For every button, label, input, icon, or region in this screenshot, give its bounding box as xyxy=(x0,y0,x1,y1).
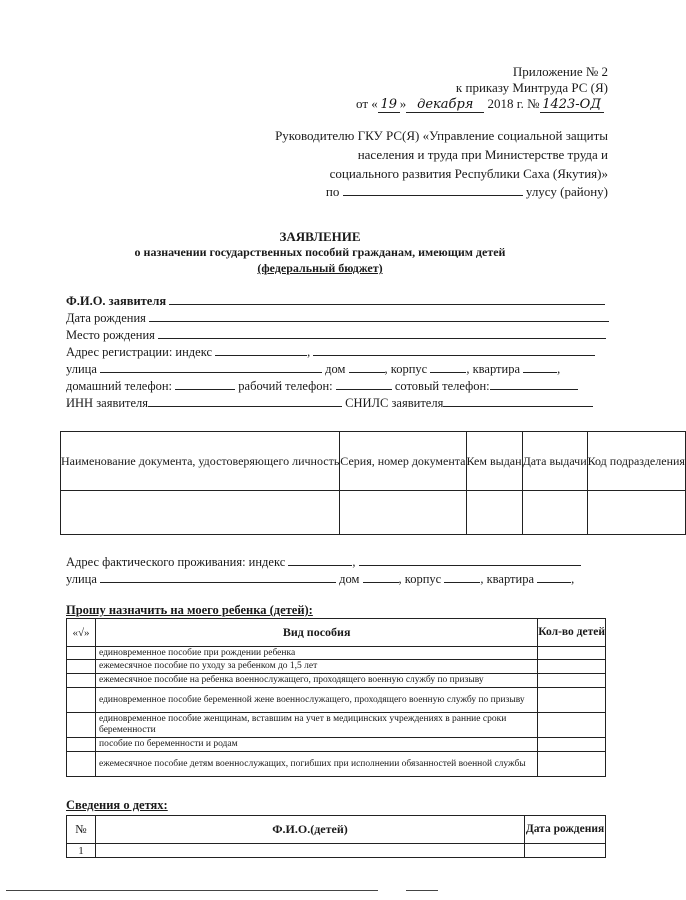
fio-label: Ф.И.О. заявителя xyxy=(66,294,167,308)
benefit-count[interactable] xyxy=(538,738,606,752)
identity-table-row xyxy=(61,491,686,535)
snils-label: СНИЛС заявителя xyxy=(345,396,444,410)
benefit-count[interactable] xyxy=(538,674,606,688)
home-phone-label: домашний телефон: xyxy=(66,379,173,393)
house-label: дом xyxy=(325,362,346,376)
addressee-line-1: Руководителю ГКУ РС(Я) «Управление социальной защиты xyxy=(275,128,608,143)
benefit-count[interactable] xyxy=(538,713,606,738)
reg-address-label: Адрес регистрации: индекс xyxy=(66,345,213,359)
reg-index-field[interactable] xyxy=(215,344,307,356)
benefit-row xyxy=(67,688,606,713)
bottom-rule-short xyxy=(406,890,438,891)
benefit-label: ежемесячное пособие на ребенка военнослужащего, проходящего военную службу по призыву xyxy=(96,674,538,688)
benefit-label: единовременное пособие женщинам, вставшим на учет в медицинских учреждениях в ранние сроки беременности xyxy=(96,713,538,738)
col-number: № xyxy=(67,816,96,844)
child-fio-cell[interactable] xyxy=(96,844,525,858)
benefit-row xyxy=(67,660,606,674)
benefit-checkbox[interactable] xyxy=(67,660,96,674)
date-day-handwritten: 19 xyxy=(378,97,400,113)
actual-index-field[interactable] xyxy=(288,554,352,566)
birth-place-row xyxy=(66,327,606,344)
children-heading: Сведения о детях: xyxy=(66,798,168,812)
street-field[interactable] xyxy=(100,361,322,373)
actual-street-field[interactable] xyxy=(100,571,336,583)
child-birth-date-cell[interactable] xyxy=(525,844,606,858)
benefit-row xyxy=(67,738,606,752)
doc-number-cell[interactable] xyxy=(340,491,466,535)
addressee-line-2: населения и труда при Министерстве труда и xyxy=(357,147,608,162)
children-table xyxy=(66,815,606,858)
actual-house-label: дом xyxy=(339,572,360,586)
benefit-label: пособие по беременности и родам xyxy=(96,738,538,752)
actual-apartment-field[interactable] xyxy=(537,571,571,583)
birth-date-field[interactable] xyxy=(149,310,609,322)
benefit-checkbox[interactable] xyxy=(67,674,96,688)
mobile-phone-field[interactable] xyxy=(490,378,578,390)
building-label: , корпус xyxy=(384,362,428,376)
benefits-table-header xyxy=(67,619,606,647)
snils-field[interactable] xyxy=(443,395,593,407)
fio-field[interactable] xyxy=(169,293,605,305)
col-issue-date: Дата выдачи xyxy=(522,432,587,491)
benefit-label: ежемесячное пособие детям военнослужащих, погибших при исполнении обязанностей военной службы xyxy=(96,752,538,777)
actual-building-label: , корпус xyxy=(398,572,442,586)
issue-date-cell[interactable] xyxy=(522,491,587,535)
actual-house-field[interactable] xyxy=(363,571,399,583)
benefit-count[interactable] xyxy=(538,752,606,777)
apartment-label: , квартира xyxy=(466,362,521,376)
order-date: от « 19 » декабря 2018 г. № 1423-ОД xyxy=(356,96,604,113)
building-field[interactable] xyxy=(430,361,466,373)
inn-label: ИНН заявителя xyxy=(66,396,149,410)
benefit-row xyxy=(67,752,606,777)
benefit-row xyxy=(67,674,606,688)
reg-address-row: Адрес регистрации: индекс , xyxy=(66,344,595,361)
actual-address-field[interactable] xyxy=(359,554,581,566)
benefit-count[interactable] xyxy=(538,660,606,674)
benefit-row xyxy=(67,713,606,738)
children-row xyxy=(67,844,606,858)
actual-street-row: улица дом , корпус , квартира , xyxy=(66,572,575,586)
actual-building-field[interactable] xyxy=(444,571,480,583)
district-field[interactable] xyxy=(343,184,523,196)
benefit-checkbox[interactable] xyxy=(67,688,96,713)
doc-name-cell[interactable] xyxy=(61,491,340,535)
house-field[interactable] xyxy=(349,361,385,373)
birth-place-label: Место рождения xyxy=(66,328,155,342)
inn-field[interactable] xyxy=(148,395,342,407)
col-issued-by: Кем выдан xyxy=(466,432,522,491)
work-phone-field[interactable] xyxy=(336,378,392,390)
benefit-checkbox[interactable] xyxy=(67,752,96,777)
col-check: «√» xyxy=(67,619,96,647)
benefit-label: единовременное пособие беременной жене военнослужащего, проходящего военную службу по призыву xyxy=(96,688,538,713)
appendix-label: Приложение № 2 xyxy=(512,64,608,79)
benefit-count[interactable] xyxy=(538,688,606,713)
col-child-fio: Ф.И.О.(детей) xyxy=(96,816,525,844)
benefits-table xyxy=(66,618,606,777)
street-label: улица xyxy=(66,362,97,376)
birth-date-label: Дата рождения xyxy=(66,311,146,325)
fio-row xyxy=(66,293,605,310)
addressee-line-3: социального развития Республики Саха (Якутия)» xyxy=(329,166,608,181)
issued-by-cell[interactable] xyxy=(466,491,522,535)
actual-street-label: улица xyxy=(66,572,97,586)
col-doc-name: Наименование документа, удостоверяющего личность xyxy=(61,432,340,491)
identity-document-table xyxy=(60,431,686,535)
dept-code-cell[interactable] xyxy=(587,491,685,535)
actual-address-label: Адрес фактического проживания: индекс xyxy=(66,555,286,569)
document-subtitle-budget: (федеральный бюджет) xyxy=(257,261,383,275)
benefits-heading: Прошу назначить на моего ребенка (детей): xyxy=(66,603,313,617)
col-doc-number: Серия, номер документа xyxy=(340,432,466,491)
apartment-field[interactable] xyxy=(523,361,557,373)
identity-table-header xyxy=(61,432,686,491)
benefit-label: единовременное пособие при рождении ребенка xyxy=(96,647,538,660)
mobile-phone-label: сотовый телефон: xyxy=(394,379,490,393)
reg-street-row: улица дом , корпус , квартира , xyxy=(66,362,561,376)
reg-address-field[interactable] xyxy=(313,344,595,356)
inn-snils-row xyxy=(66,395,593,412)
col-benefit-type: Вид пособия xyxy=(96,619,538,647)
children-table-header xyxy=(67,816,606,844)
work-phone-label: рабочий телефон: xyxy=(238,379,333,393)
benefit-checkbox[interactable] xyxy=(67,713,96,738)
home-phone-field[interactable] xyxy=(175,378,235,390)
document-subtitle: о назначении государственных пособий гражданам, имеющим детей xyxy=(134,245,506,259)
col-children-count: Кол-во детей xyxy=(538,619,606,647)
col-child-birth-date: Дата рождения xyxy=(525,816,606,844)
actual-address-row: Адрес фактического проживания: индекс , xyxy=(66,554,581,571)
actual-apartment-label: , квартира xyxy=(480,572,535,586)
phones-row xyxy=(66,378,578,395)
addressee-line-4: по улусу (району) xyxy=(325,184,608,199)
birth-date-row xyxy=(66,310,609,327)
benefit-label: ежемесячное пособие по уходу за ребенком до 1,5 лет xyxy=(96,660,538,674)
benefit-count[interactable] xyxy=(538,647,606,660)
benefit-checkbox[interactable] xyxy=(67,738,96,752)
order-label: к приказу Минтруда РС (Я) xyxy=(455,80,608,95)
child-number: 1 xyxy=(67,844,96,858)
document-title: ЗАЯВЛЕНИЕ xyxy=(279,229,361,244)
order-number-handwritten: 1423-ОД xyxy=(540,97,604,113)
date-month-handwritten: декабря xyxy=(406,97,484,113)
benefit-row xyxy=(67,647,606,660)
bottom-rule xyxy=(6,890,378,891)
col-dept-code: Код подразделения xyxy=(587,432,685,491)
birth-place-field[interactable] xyxy=(158,327,606,339)
benefit-checkbox[interactable] xyxy=(67,647,96,660)
